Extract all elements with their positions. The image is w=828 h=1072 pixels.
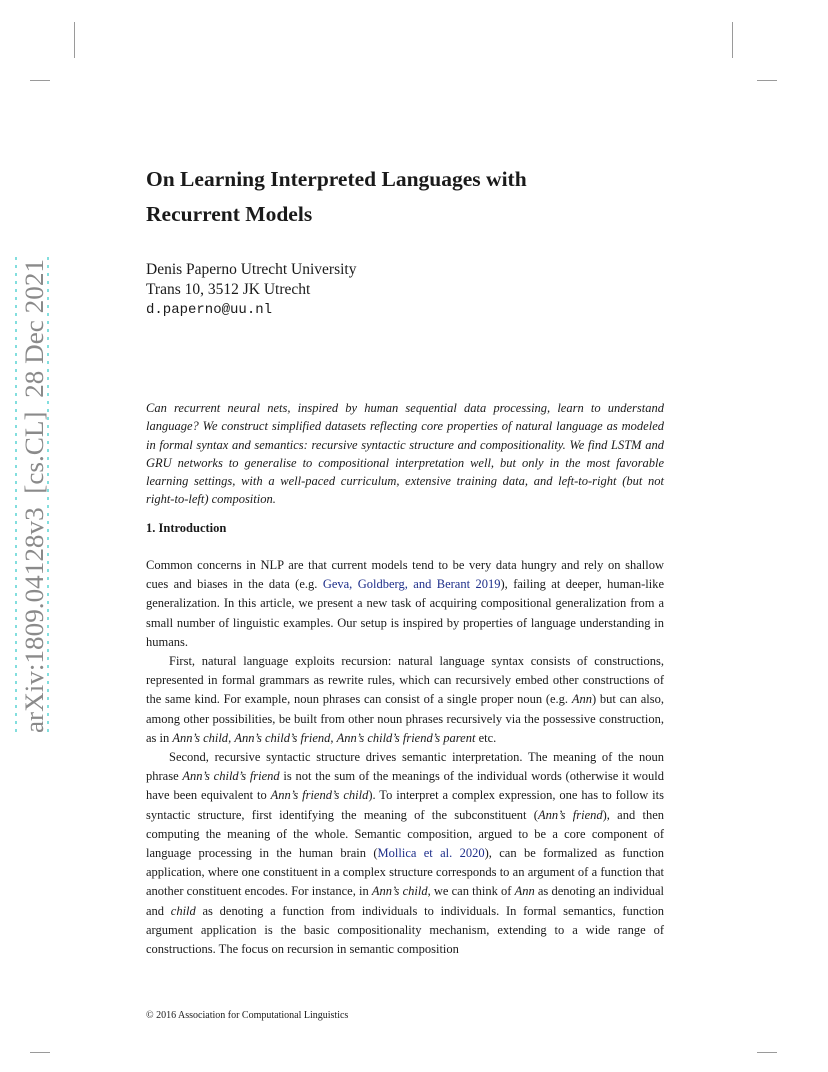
example-phrase: Ann’s child	[172, 730, 229, 745]
text-run: Common concerns in NLP are that current models tend to be very data hungry and rely on shallow cues and biases in the data (e.g.	[146, 558, 664, 592]
paragraph-2	[146, 652, 664, 748]
text-run: ), can be formalized as function application, where one constituent in a complex structure corresponds to an argument of a function that another constituent encodes. For instance, in	[146, 846, 664, 899]
example-phrase: Ann’s friend	[537, 807, 603, 822]
example-phrase: child	[170, 903, 196, 918]
abstract: Can recurrent neural nets, inspired by human sequential data processing, learn to understand language? We construct simplified datasets reflecting core properties of natural language as modeled in formal syntax and semantics: recursive syntactic structure and compositionality. We find LSTM and GRU networks to generalise to compositional interpretation well, but only in the most favorable learning settings, with a well-paced curriculum, extensive training data, and left-to-right (but not right-to-left) composition.	[146, 401, 664, 507]
text-run: ), and then computing the meaning of the whole. Semantic composition, argued to be a core component of language processing in the human brain (	[146, 807, 664, 861]
text-run: ) but can also, among other possibilities, be built from other noun phrases recursively via the possessive construction, as in	[146, 692, 665, 745]
title-line-1: On Learning Interpreted Languages with	[146, 167, 527, 191]
example-phrase: Ann	[514, 884, 535, 899]
text-run: ,	[228, 730, 235, 745]
example-phrase: Ann’s child’s friend’s parent	[336, 730, 476, 745]
text-run: , we can think of	[427, 884, 515, 899]
author-block	[146, 260, 357, 320]
paper-title	[146, 162, 706, 232]
citation-link[interactable]: Geva, Goldberg, and Berant 2019	[322, 577, 501, 592]
text-run: ). To interpret a complex expression, one has to follow its syntactic structure, first identifying the meaning of the subconstituent (	[146, 788, 664, 822]
author-name-affiliation: Denis Paperno Utrecht University	[146, 261, 357, 278]
example-phrase: Ann	[571, 692, 592, 707]
crop-mark-right-bottom	[757, 1052, 777, 1053]
text-run: etc.	[475, 730, 497, 745]
text-run: as denoting a function from individuals to individuals. In formal semantics, function argument application is the basic compositionality mechanism, extending to a wide range of constructions. The focus on recursion in semantic composition	[146, 903, 664, 957]
title-line-2: Recurrent Models	[146, 202, 313, 226]
paragraph-1	[146, 556, 664, 652]
crop-mark-right-top	[757, 80, 777, 81]
text-run: ,	[330, 730, 337, 745]
crop-mark-left-top	[30, 80, 50, 81]
crop-mark-top-left	[74, 22, 75, 58]
author-address: Trans 10, 3512 JK Utrecht	[146, 281, 311, 298]
text-run: as denoting an individual and	[146, 884, 665, 918]
text-run: ), failing at deeper, human-like generalization. In this article, we present a new task of acquiring compositional generalization from a small number of linguistic examples. Our setup is inspired by properties of language understanding in humans.	[146, 577, 664, 649]
example-phrase: Ann’s child’s friend	[182, 769, 280, 784]
paragraph-3	[146, 748, 664, 959]
text-run: Second, recursive syntactic structure drives semantic interpretation. The meaning of the noun phrase	[146, 750, 664, 784]
arxiv-stamp	[12, 255, 52, 735]
crop-mark-left-bottom	[30, 1052, 50, 1053]
arxiv-stamp-text: arXiv:1809.04128v3 [cs.CL] 28 Dec 2021	[20, 279, 49, 733]
body-text	[146, 556, 664, 959]
author-email: d.paperno@uu.nl	[146, 302, 273, 318]
text-run: First, natural language exploits recursion: natural language syntax consists of constructions, represented in formal grammars as rewrite rules, which can recursively embed other constructions of the same kind. For example, noun phrases can consist of a single proper noun (e.g.	[146, 654, 664, 707]
copyright-footer: © 2016 Association for Computational Linguistics	[146, 1010, 349, 1021]
text-run: is not the sum of the meanings of the individual words (otherwise it would have been equivalent to	[146, 769, 664, 803]
citation-link[interactable]: Mollica et al. 2020	[377, 846, 485, 861]
example-phrase: Ann’s child’s friend	[234, 730, 331, 745]
section-heading: 1. Introduction	[146, 521, 227, 535]
example-phrase: Ann’s friend’s child	[270, 788, 369, 803]
crop-mark-top-right	[732, 22, 733, 58]
example-phrase: Ann’s child	[371, 884, 428, 899]
